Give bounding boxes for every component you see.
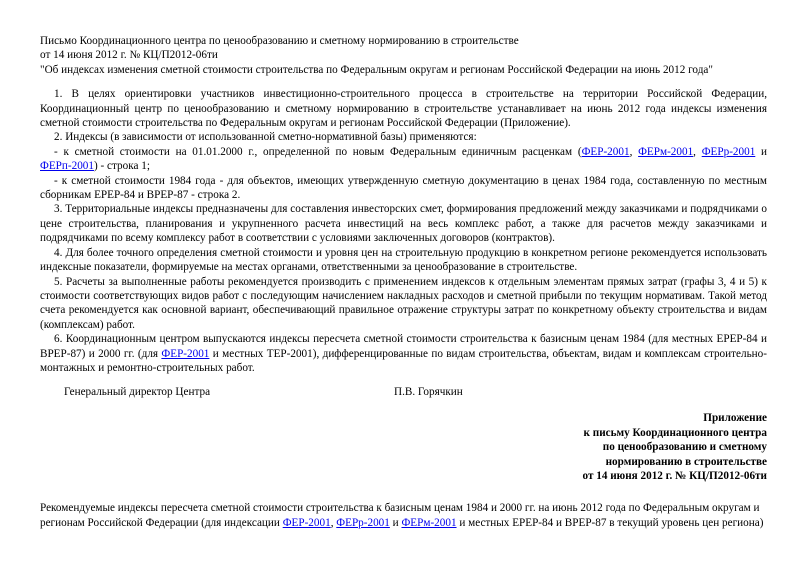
paragraph-2a-text: - к сметной стоимости на 01.01.2000 г., определенной по новым Федеральным единичным расценкам ( <box>54 145 582 158</box>
link-fer-2001[interactable]: ФЕР-2001 <box>161 347 210 360</box>
header-title: Письмо Координационного центра по ценообразованию и сметному нормированию в строительстве <box>40 35 519 47</box>
appendix-heading <box>40 411 767 483</box>
link-ferm-2001[interactable]: ФЕРм-2001 <box>638 145 694 158</box>
signer-role: Генеральный директор Центра <box>64 386 211 399</box>
appendix-date: от 14 июня 2012 г. № КЦ/П2012-06ти <box>582 469 767 482</box>
appendix-line: нормированию в строительстве <box>605 455 767 468</box>
document-page <box>40 34 767 530</box>
signature-block <box>40 385 767 401</box>
signer-name: П.В. Горячкин <box>394 386 463 399</box>
link-ferr-2001[interactable]: ФЕРр-2001 <box>336 516 390 529</box>
link-ferr-2001[interactable]: ФЕРр-2001 <box>701 145 756 158</box>
paragraph-5: 5. Расчеты за выполненные работы рекомендуется производить с применением индексов к отдельным элементам прямых затрат (графы 3, 4 и 5) к стоимости соответствующих видов работ с последующим начислением накладных расходов и сметной прибыли по текущим нормативам. Такой метод счета рекомендуется как основной вариант, обеспечивающий правильное отражение структуры затрат по конкретному объекту строительства и видам (комплексам) работ. <box>40 275 767 331</box>
intro-end: и местных ЕРЕР-84 и ВРЕР-87 в текущий уровень цен региона) <box>456 516 764 529</box>
paragraph-6-text: 6. Координационным центром выпускаются индексы пересчета сметной стоимости строительства к базисным ценам 1984 (для местных ЕРЕР-84 и ВРЕР-87) и 2000 гг. (для <box>40 333 767 360</box>
paragraph-6 <box>40 332 767 375</box>
link-ferm-2001[interactable]: ФЕРм-2001 <box>401 516 457 529</box>
appendix-line: по ценообразованию и сметному <box>602 441 767 454</box>
letter-header <box>40 34 767 77</box>
link-fer-2001[interactable]: ФЕР-2001 <box>581 145 630 158</box>
paragraph-2a-end: ) - строка 1; <box>93 160 150 173</box>
sep: , <box>629 145 639 158</box>
letter-body <box>40 87 767 375</box>
paragraph-2b: - к сметной стоимости 1984 года - для объектов, имеющих утвержденную сметную документацию в ценах 1984 года, составленную по местным сборникам ЕРЕР-84 и ВРЕР-87 - строка 2. <box>40 174 767 202</box>
appendix-line: к письму Координационного центра <box>583 426 767 439</box>
link-ferp-2001[interactable]: ФЕРп-2001 <box>40 160 94 173</box>
header-date: от 14 июня 2012 г. № КЦ/П2012-06ти <box>40 49 218 62</box>
appendix-intro <box>40 501 767 530</box>
link-fer-2001[interactable]: ФЕР-2001 <box>282 516 331 529</box>
paragraph-1: 1. В целях ориентировки участников инвестиционно-строительного процесса в строительстве на территории Российской Федерации, Координационный центр по ценообразованию и сметному нормированию в строительстве устанавливает на июнь 2012 года индексы изменения сметной стоимости строительства по Федеральным округам и регионам Российской Федерации (Приложение). <box>40 88 767 130</box>
header-subject: "Об индексах изменения сметной стоимости строительства по Федеральным округам и регионам Российской Федерации на июнь 2012 года" <box>40 63 713 76</box>
sep: , <box>693 145 702 158</box>
paragraph-6-end: и местных ТЕР-2001), дифференцированные по видам строительства, объектам, видам и комплексам строительно-монтажных и ремонтно-строительных работ. <box>40 347 767 374</box>
paragraph-4: 4. Для более точного определения сметной стоимости и уровня цен на строительную продукцию в конкретном регионе рекомендуется использовать индексные показатели, формируемые на местах органами, ответственными за ценообразование в строительстве. <box>40 246 767 274</box>
appendix-title: Приложение <box>703 412 767 425</box>
paragraph-3: 3. Территориальные индексы предназначены для составления инвесторских смет, формирования предложений между заказчиками и подрядчиками о цене строительства, планирования и укрупненного расчета инвестиций на весь комплекс работ, а также для расчетов между заказчиками и подрядчиками по всему комплексу работ в соответствии с условиями заключенных договоров (контрактов). <box>40 203 767 245</box>
paragraph-2: 2. Индексы (в зависимости от использованной сметно-нормативной базы) применяются: <box>54 131 477 144</box>
paragraph-2a <box>40 145 767 174</box>
sep: и <box>389 516 402 529</box>
sep: и <box>755 145 768 158</box>
intro-text: Рекомендуемые индексы пересчета сметной стоимости строительства к базисным ценам 1984 и 2000 гг. на июнь 2012 года по Федеральным округам и регионам Российской Федерации (для индексации <box>40 502 760 529</box>
sep: , <box>330 516 337 529</box>
